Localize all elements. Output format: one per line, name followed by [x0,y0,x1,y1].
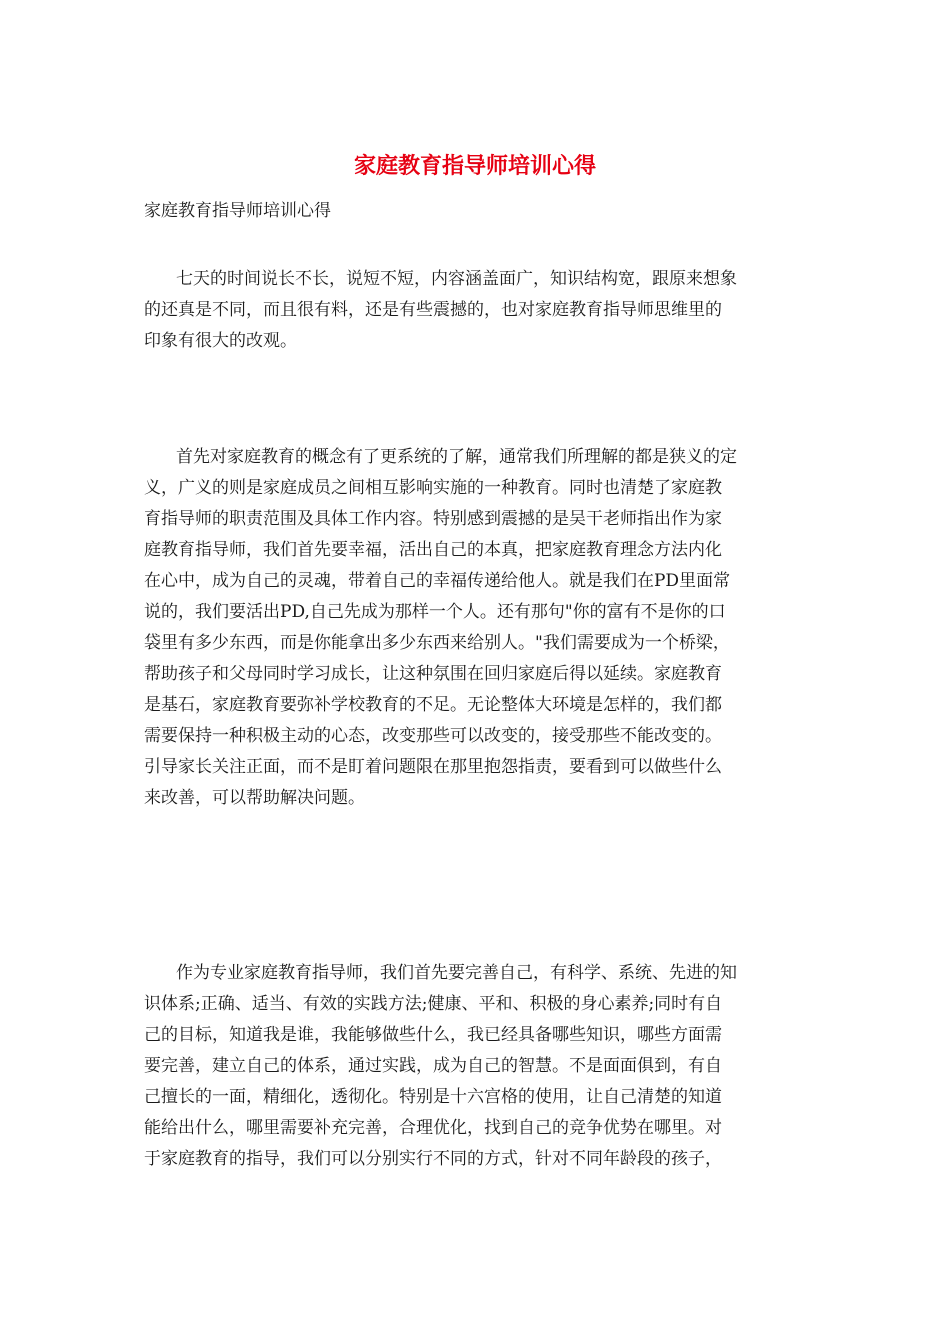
paragraph-line: 印象有很大的改观。 [144,331,297,351]
paragraph-line: 庭教育指导师，我们首先要幸福，活出自己的本真，把家庭教育理念方法内化 [144,540,722,560]
paragraph-line: 帮助孩子和父母同时学习成长，让这种氛围在回归家庭后得以延续。家庭教育 [144,664,722,684]
document-subtitle: 家庭教育指导师培训心得 [144,201,331,221]
paragraph-line: 说的，我们要活出PD,自己先成为那样一个人。还有那句"你的富有不是你的口 [144,602,726,622]
paragraph-line: 识体系;正确、适当、有效的实践方法;健康、平和、积极的身心素养;同时有自 [144,994,723,1014]
paragraph-line: 来改善，可以帮助解决问题。 [144,788,365,808]
paragraph-line: 需要保持一种积极主动的心态，改变那些可以改变的，接受那些不能改变的。 [144,726,722,746]
paragraph-line: 于家庭教育的指导，我们可以分别实行不同的方式，针对不同年龄段的孩子， [144,1149,722,1169]
paragraph-line: 己擅长的一面，精细化，透彻化。特别是十六宫格的使用，让自己清楚的知道 [144,1087,722,1107]
paragraph-line: 引导家长关注正面，而不是盯着问题限在那里抱怨指责，要看到可以做些什么 [144,757,722,777]
paragraph-1 [144,264,810,357]
paragraph-line: 能给出什么，哪里需要补充完善，合理优化，找到自己的竞争优势在哪里。对 [144,1118,722,1138]
paragraph-line: 首先对家庭教育的概念有了更系统的了解，通常我们所理解的都是狭义的定 [176,447,737,467]
paragraph-line: 七天的时间说长不长，说短不短，内容涵盖面广，知识结构宽，跟原来想象 [176,269,737,289]
paragraph-line: 己的目标，知道我是谁，我能够做些什么，我已经具备哪些知识，哪些方面需 [144,1025,722,1045]
paragraph-line: 的还真是不同，而且很有料，还是有些震撼的，也对家庭教育指导师思维里的 [144,300,722,320]
paragraph-line: 育指导师的职责范围及具体工作内容。特别感到震撼的是吴干老师指出作为家 [144,509,722,529]
paragraph-line: 要完善，建立自己的体系，通过实践，成为自己的智慧。不是面面俱到，有自 [144,1056,722,1076]
paragraph-line: 袋里有多少东西，而是你能拿出多少东西来给别人。"我们需要成为一个桥梁， [144,633,730,653]
paragraph-line: 义，广义的则是家庭成员之间相互影响实施的一种教育。同时也清楚了家庭教 [144,478,722,498]
paragraph-line: 是基石，家庭教育要弥补学校教育的不足。无论整体大环境是怎样的，我们都 [144,695,722,715]
paragraph-2 [144,442,810,814]
paragraph-line: 作为专业家庭教育指导师，我们首先要完善自己，有科学、系统、先进的知 [176,963,737,983]
paragraph-3 [144,958,810,1175]
document-title: 家庭教育指导师培训心得 [353,153,596,179]
paragraph-line: 在心中，成为自己的灵魂，带着自己的幸福传递给他人。就是我们在PD里面常 [144,571,731,591]
